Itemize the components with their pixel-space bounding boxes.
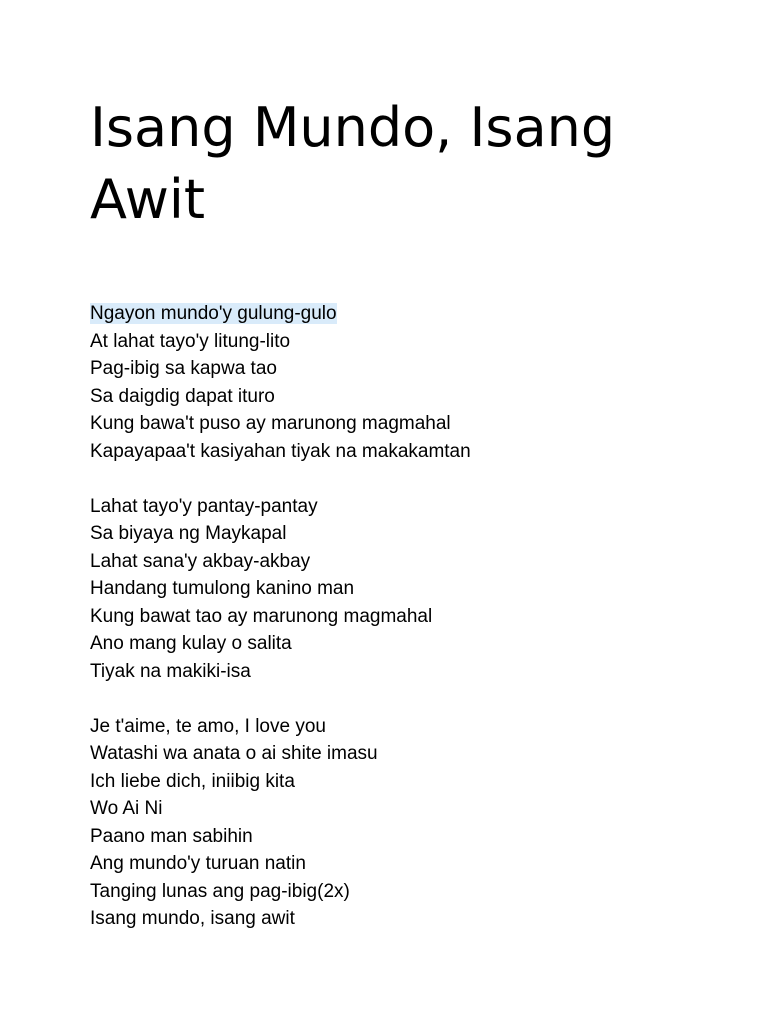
lyric-line: Kung bawa't puso ay marunong magmahal	[90, 413, 451, 434]
lyric-line: Lahat sana'y akbay-akbay	[90, 550, 311, 572]
lyric-line: Ang mundo'y turuan natin	[90, 853, 306, 874]
lyric-line: Ano mang kulay o salita	[90, 633, 292, 654]
lyrics-body	[90, 300, 710, 960]
lyric-line: Kung bawat tao ay marunong magmahal	[90, 605, 433, 627]
lyric-line: Lahat tayo'y pantay-pantay	[90, 495, 318, 517]
lyric-line: Sa biyaya ng Maykapal	[90, 523, 287, 544]
lyric-line: Handang tumulong kanino man	[90, 578, 355, 599]
lyric-line: Watashi wa anata o ai shite imasu	[90, 743, 378, 764]
lyric-line: Tiyak na makiki-isa	[90, 660, 251, 682]
document-title: Isang Mundo, Isang Awit	[90, 96, 616, 231]
lyric-line: Je t'aime, te amo, I love you	[90, 715, 326, 737]
lyric-line: Pag-ibig sa kapwa tao	[90, 358, 277, 379]
lyric-line: Ich liebe dich, iniibig kita	[90, 770, 295, 792]
lyric-line-selected[interactable]	[90, 300, 710, 328]
lyric-line: Isang mundo, isang awit	[90, 908, 295, 929]
stanza-1	[90, 300, 710, 465]
stanza-2	[90, 493, 710, 686]
lyric-line: Tanging lunas ang pag-ibig(2x)	[90, 880, 350, 902]
stanza-3	[90, 713, 710, 933]
selected-text[interactable]: Ngayon mundo'y gulung-gulo	[90, 303, 337, 324]
lyric-line: Kapayapaa't kasiyahan tiyak na makakamtan	[90, 440, 471, 462]
lyric-line: At lahat tayo'y litung-lito	[90, 330, 291, 352]
lyric-line: Paano man sabihin	[90, 825, 253, 847]
lyric-line: Sa daigdig dapat ituro	[90, 385, 275, 407]
lyric-line: Wo Ai Ni	[90, 798, 163, 819]
